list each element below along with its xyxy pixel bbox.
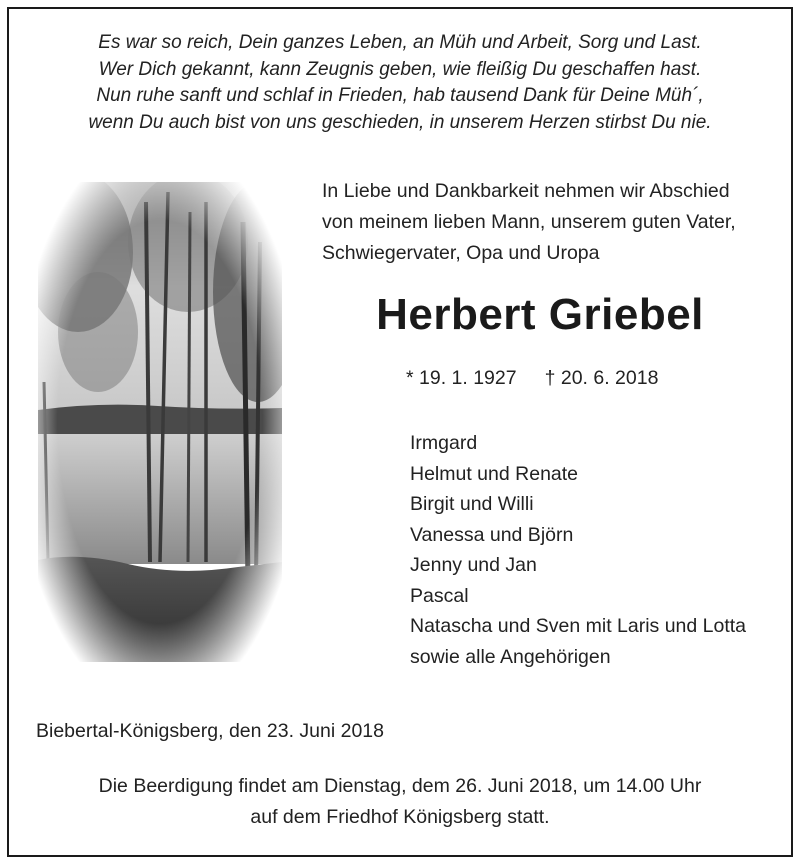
poem: [0, 30, 800, 136]
family-member: Birgit und Willi: [410, 493, 534, 515]
family-member: Irmgard: [410, 432, 478, 454]
life-dates: [406, 367, 658, 390]
funeral-line: Die Beerdigung findet am Dienstag, dem 26. Juni 2018, um 14.00 Uhr: [98, 775, 702, 797]
family-member: Helmut und Renate: [410, 462, 579, 485]
intro-line: Schwiegervater, Opa und Uropa: [322, 242, 600, 264]
family-member: Jenny und Jan: [410, 554, 537, 576]
family-member: sowie alle Angehörigen: [410, 645, 611, 668]
birth-date: * 19. 1. 1927: [406, 367, 517, 389]
poem-line: Es war so reich, Dein ganzes Leben, an Müh und Arbeit, Sorg und Last.: [98, 32, 702, 53]
family-member: Vanessa und Björn: [410, 523, 574, 546]
place-and-date: Biebertal-Königsberg, den 23. Juni 2018: [36, 720, 384, 742]
deceased-name: Herbert Griebel: [376, 290, 704, 339]
family-list: [410, 428, 746, 672]
intro-line: In Liebe und Dankbarkeit nehmen wir Abschied: [322, 180, 730, 202]
lake-with-trees-image: [38, 182, 282, 662]
family-member: Natascha und Sven mit Laris und Lotta: [410, 615, 747, 637]
intro-text: [322, 176, 736, 269]
funeral-line: auf dem Friedhof Königsberg statt.: [250, 806, 550, 828]
poem-line: Wer Dich gekannt, kann Zeugnis geben, wie fleißig Du geschaffen hast.: [98, 58, 702, 80]
intro-line: von meinem lieben Mann, unserem guten Vater,: [322, 211, 736, 233]
funeral-info: [0, 771, 800, 833]
poem-line: Nun ruhe sanft und schlaf in Frieden, hab tausend Dank für Deine Müh´,: [96, 85, 704, 106]
family-member: Pascal: [410, 584, 469, 607]
death-date: † 20. 6. 2018: [544, 367, 659, 389]
poem-line: wenn Du auch bist von uns geschieden, in unserem Herzen stirbst Du nie.: [88, 111, 712, 133]
